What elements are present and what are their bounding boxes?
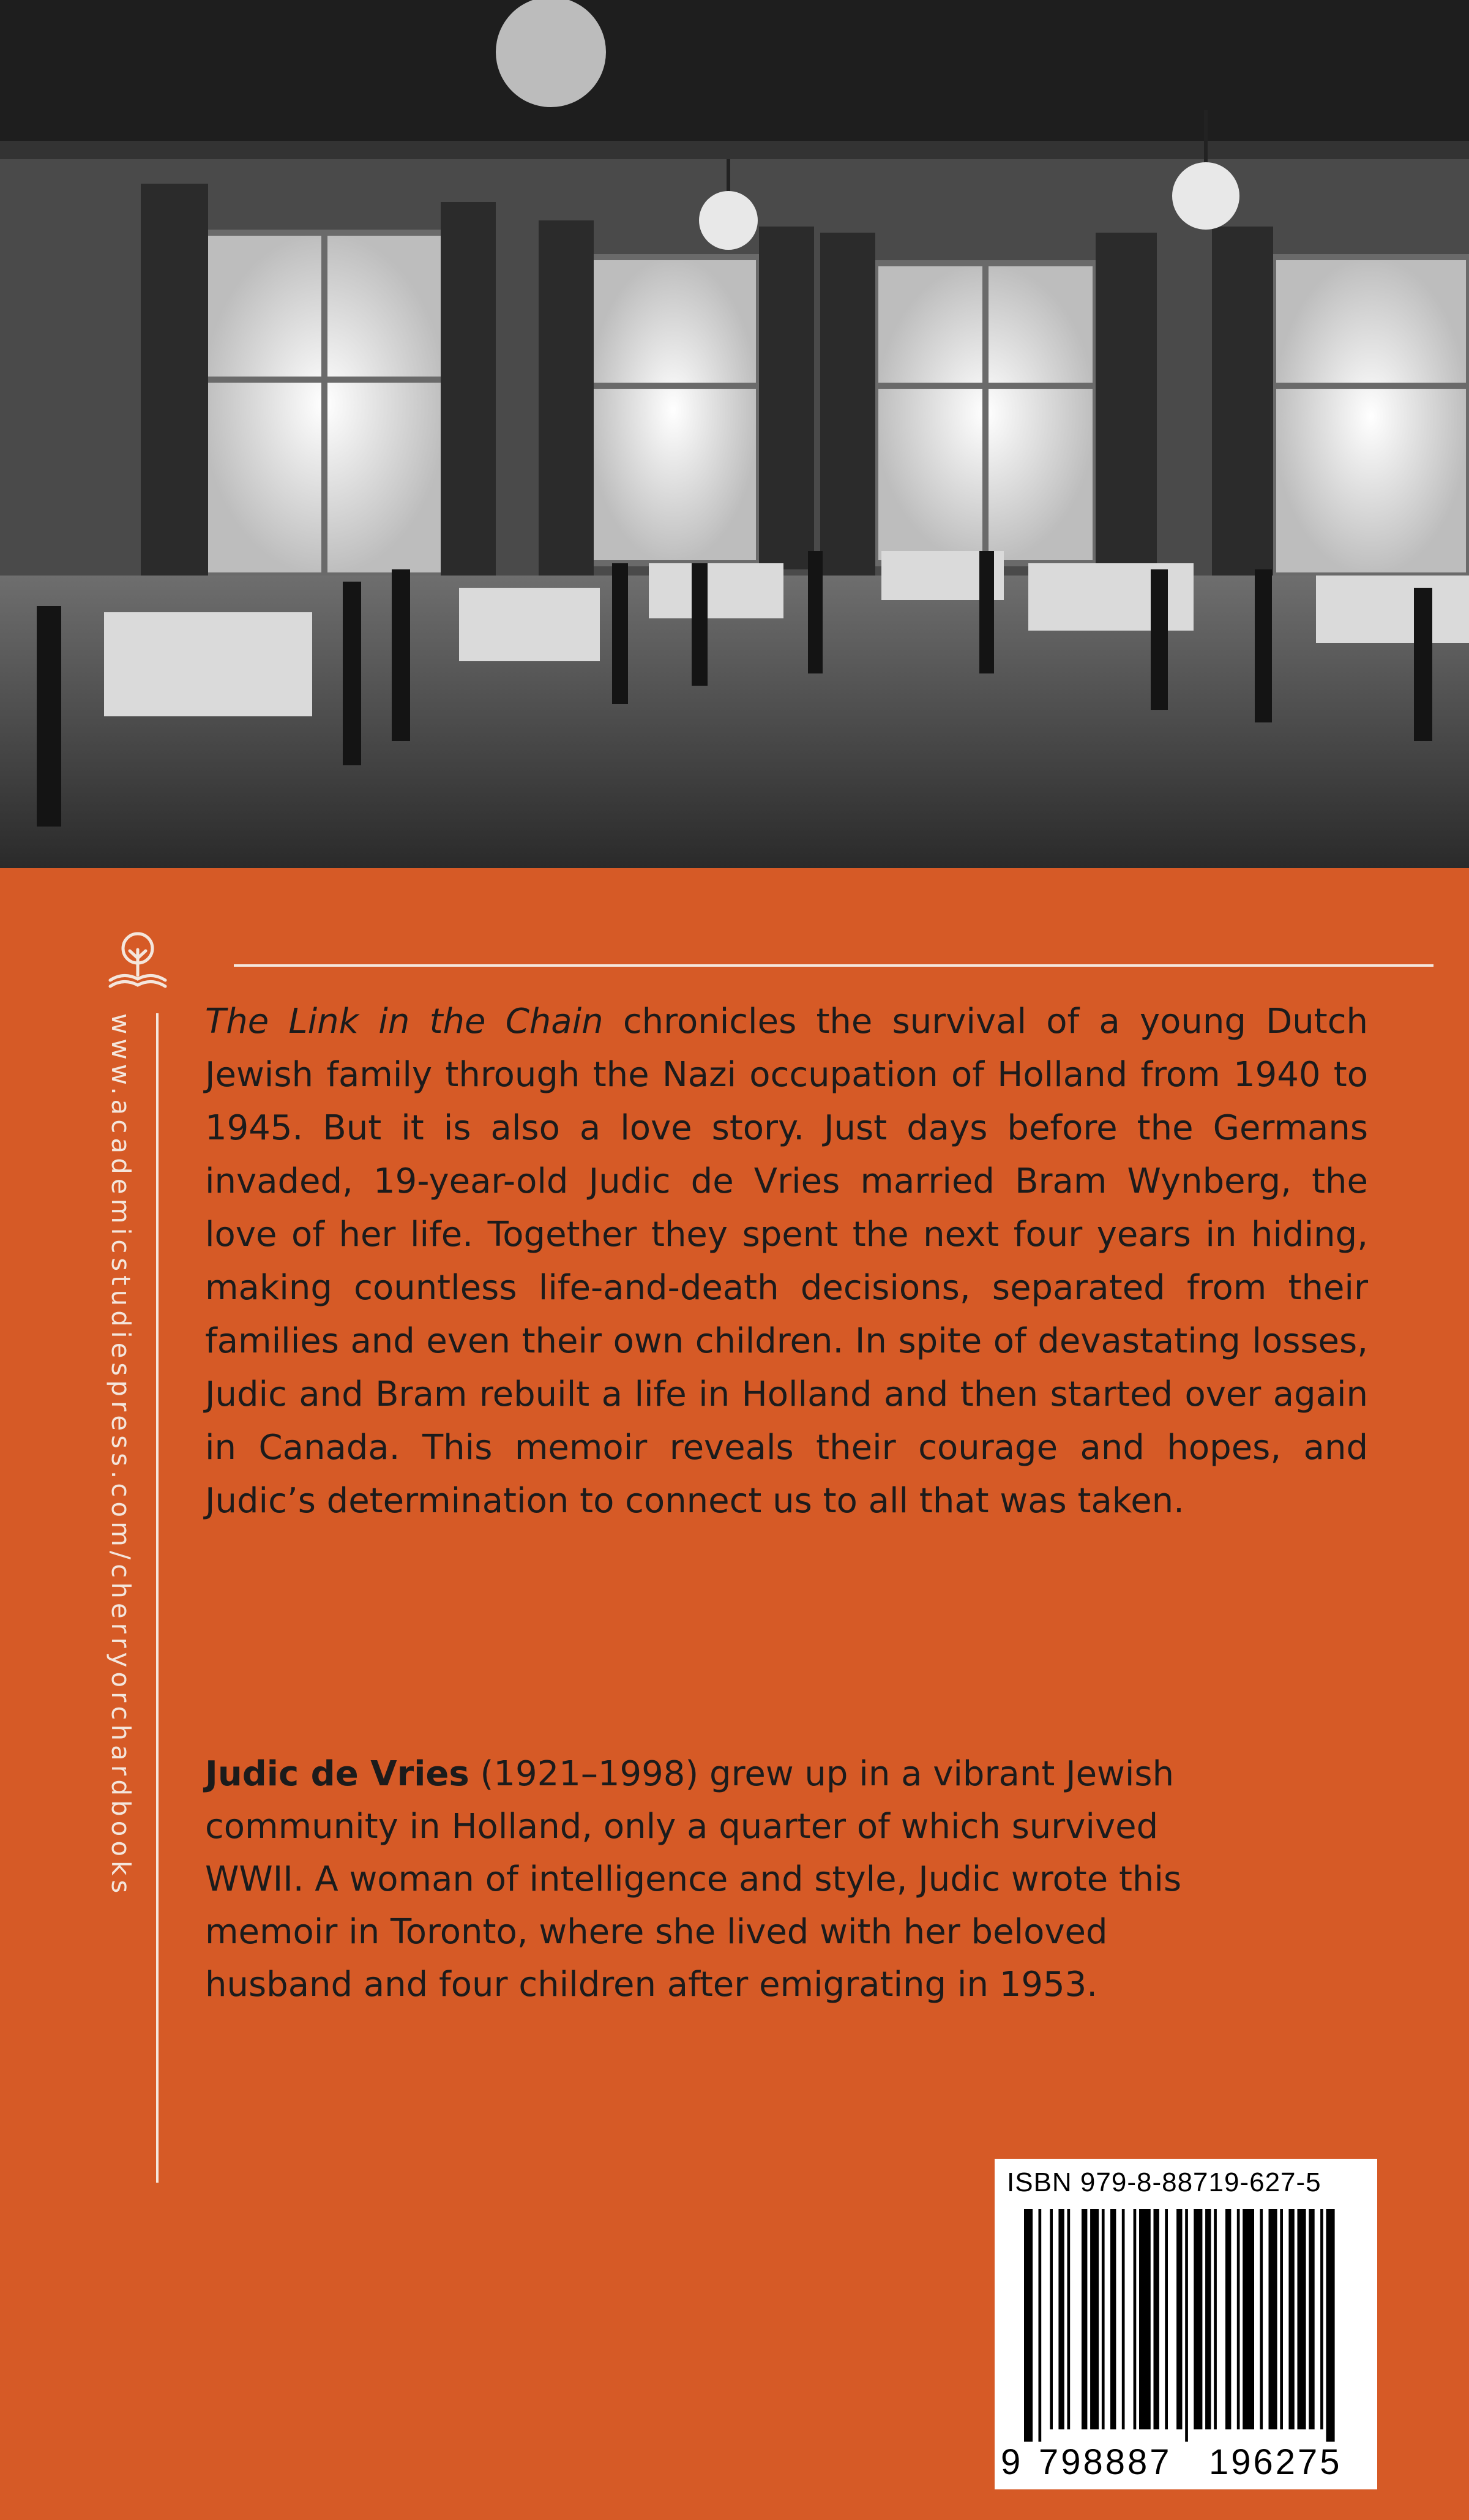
dining-hall-photo-icon <box>0 0 1469 868</box>
author-bio-text: (1921–1998) grew up in a vibrant Jewish community in Holland, only a quarter of which survived WWII. A woman of intelligence and style, Judic wrote this memoir in Toronto, where she lived with her beloved husband and four children after emigrating in 1953. <box>205 1754 1182 2004</box>
side-divider <box>156 1013 159 2183</box>
cover-photo <box>0 0 1469 868</box>
tree-book-logo-icon <box>104 928 171 995</box>
publisher-url[interactable]: www.academicstudiespress.com/cherryorchardbooks <box>106 1013 136 1898</box>
top-divider <box>234 964 1433 967</box>
barcode-digits-right: 196275 <box>1209 2442 1342 2482</box>
barcode <box>995 2159 1377 2489</box>
isbn-label: ISBN 979-8-88719-627-5 <box>1007 2167 1321 2197</box>
description-text: chronicles the survival of a young Dutch Jewish family through the Nazi occupation of Holland from 1940 to 1945. But it is also a love story. Just days before the Germans invaded, 19-year-old Judic de Vries married Bram Wynberg, the love of her life. Together they spent the next four years in hiding, making countless life-and-death decisions, separated from their families and even their own children. In spite of devastating losses, Judic and Bram rebuilt a life in Holland and then started over again in Canada. This memoir reveals their courage and hopes, and Judic’s determination to connect us to all that was taken. <box>205 1002 1368 1521</box>
barcode-bars-icon <box>1024 2209 1355 2442</box>
book-title: The Link in the Chain <box>205 1002 604 1041</box>
author-name: Judic de Vries <box>205 1754 469 1794</box>
book-description <box>205 995 1368 1528</box>
author-bio <box>205 1748 1233 2011</box>
barcode-digits-left: 798887 <box>1039 2442 1172 2482</box>
barcode-digit-first: 9 <box>1001 2442 1021 2482</box>
